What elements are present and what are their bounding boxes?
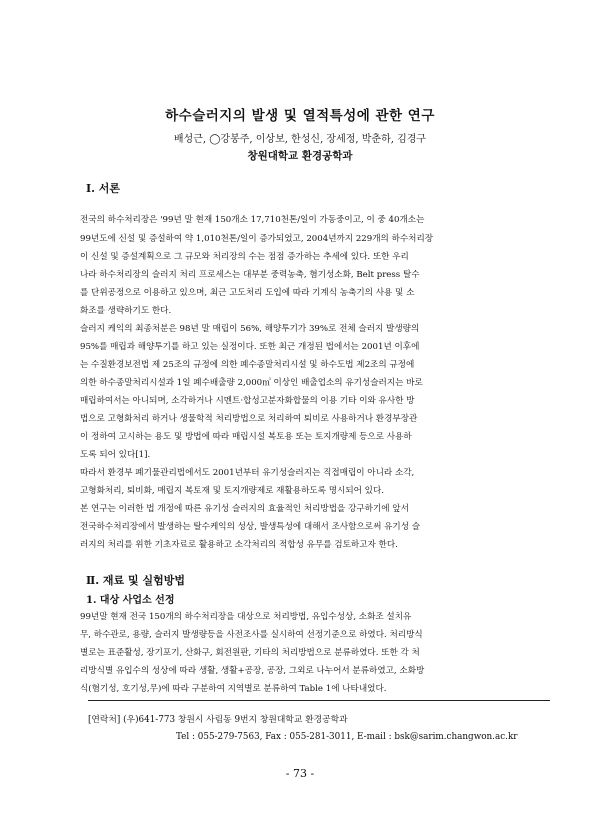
text-line: 화조를 생략하기도 한다. [80,306,172,316]
subsection-heading: 1. 대상 사업소 선정 [86,595,175,606]
text-line: 리방식별 유입수의 성상에 따라 생활, 생활+공장, 공장, 그외로 나누어서 분류하였고, 소화방 [80,666,425,676]
text-line: 러지의 처리를 위한 기초자료로 활용하고 소각처리의 적합성 유무를 검토하고자 한다. [80,540,398,550]
footnote-divider [88,700,550,701]
affiliation: 창원대학교 환경공학과 [247,150,353,162]
text-line: 이 신설 및 증설계획으로 그 규모와 처리장의 수는 점점 증가하는 추세에 있다. 또한 우리 [80,252,409,262]
text-line: 는 수질환경보전법 제 25조의 규정에 의한 폐수종말처리시설 및 하수도법 제2조의 규정에 [80,360,415,370]
text-line: 95%를 매립과 해양투기를 하고 있는 실정이다. 또한 최근 개정된 법에서는 2001년 이후에 [80,342,420,352]
text-line: 전국의 하수처리장은 '99년 말 현재 150개소 17,710천톤/일이 가동중이고, 이 중 40개소는 [80,215,425,225]
text-line: 본 연구는 이러한 법 개정에 따른 유기성 슬러지의 효율적인 처리방법을 강구하기에 앞서 [80,504,409,514]
text-line: 이 정하여 고시하는 용도 및 방법에 따라 매립시설 복토용 또는 토지개량제 등으로 사용하 [80,432,412,442]
author-list: 배성근, ◯강봉주, 이상보, 한성신, 장세정, 박춘하, 김경구 [173,134,427,145]
section-heading-introduction: Ⅰ. 서론 [86,182,121,195]
text-line: 매립하여서는 아니되며, 소각하거나 시멘트·합성고분자화합물의 이용 기타 이와 유사한 방 [80,396,415,406]
text-line: 슬러지 케익의 최종처분은 98년 말 매립이 56%, 해양투기가 39%로 전체 슬러지 발생량의 [80,324,420,334]
text-line: 도록 되어 있다[1]. [80,450,151,460]
text-line: 따라서 환경부 폐기물관리법에서도 2001년부터 유기성슬러지는 직접매립이 아니라 소각, [80,468,415,478]
text-line: 99년도에 신설 및 증설하여 약 1,010천톤/일이 증가되었고, 2004년까지 229개의 하수처리장 [80,234,434,244]
contact-address: [연락처] (우)641-773 창원시 사림동 9번지 창원대학교 환경공학과 [88,715,348,725]
section-heading-methods: Ⅱ. 재료 및 실험방법 [86,574,185,587]
text-line: 나라 하수처리장의 슬러지 처리 프로세스는 대부분 중력농축, 혐기성소화, Belt press 탈수 [80,270,420,280]
text-line: 별로는 표준활성, 장기포기, 산화구, 회전원판, 기타의 처리방법으로 분류하였다. 또한 각 처 [80,648,420,658]
text-line: 99년말 현재 전국 150개의 하수처리장을 대상으로 처리방법, 유입수성상, 소화조 설치유 [80,612,412,622]
paper-title: 하수슬러지의 발생 및 열적특성에 관한 연구 [165,108,435,124]
contact-phone-email: Tel : 055-279-7563, Fax : 055-281-3011, E-mail : bsk@sarim.changwon.ac.kr [176,732,518,742]
text-line: 의한 하수종말처리시설과 1일 폐수배출량 2,000㎥ 이상인 배출업소의 유기성슬러지는 바로 [80,378,423,388]
text-line: 무, 하수관로, 용량, 슬러지 발생량등을 사전조사를 실시하여 선정기준으로 하였다. 처리방식 [80,630,423,640]
text-line: 법으로 고형화처리 하거나 생물학적 처리방법으로 처리하여 퇴비로 사용하거나 환경부장관 [80,414,418,424]
text-line: 고형화처리, 퇴비화, 매립지 복토재 및 토지개량제로 재활용하도록 명시되어 있다. [80,486,385,496]
text-line: 를 단위공정으로 이용하고 있으며, 최근 고도처리 도입에 따라 기계식 농축기의 사용 및 소 [80,288,415,298]
page-number: - 73 - [285,767,315,780]
text-line: 전국하수처리장에서 발생하는 탈수케익의 성상, 발생특성에 대해서 조사함으로써 유기성 슬 [80,522,421,532]
text-line: 식(혐기성, 호기성,무)에 따라 구분하여 지역별로 분류하여 Table 1에 나타내었다. [80,684,387,694]
